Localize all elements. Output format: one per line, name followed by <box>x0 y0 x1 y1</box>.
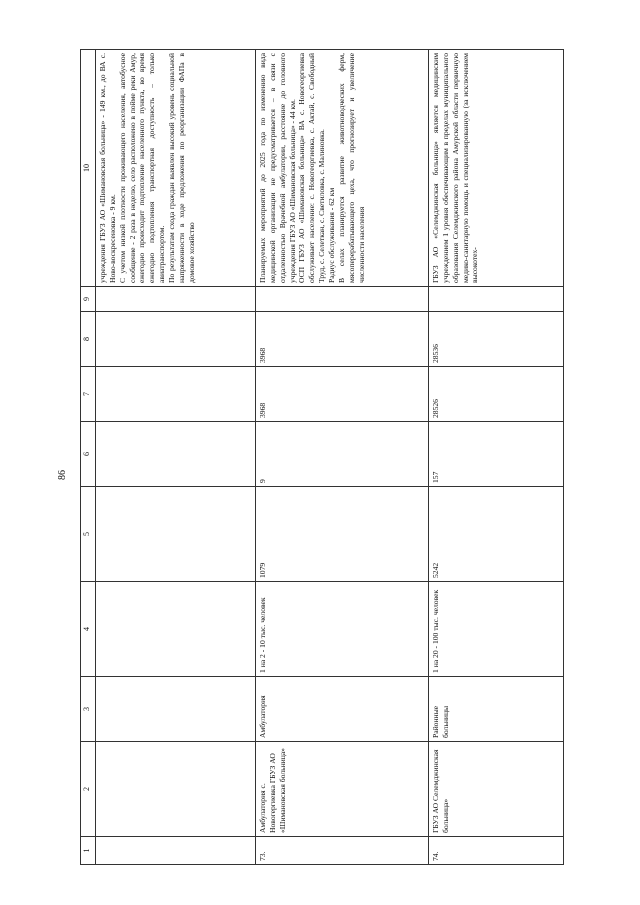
page-number: 86 <box>57 470 68 480</box>
col-header-3: 3 <box>81 677 96 742</box>
col-header-9: 9 <box>81 287 96 312</box>
cell-col7: 3968 <box>256 367 429 422</box>
header-row <box>81 50 96 865</box>
col-header-7: 7 <box>81 367 96 422</box>
cell-col9 <box>256 287 429 312</box>
note-paragraph: ОСП ГБУЗ АО «Шимановская больница» ВА с. Новогеоргиевка обслуживает население: с. Новогеоргиевка, с. Актай, с. Свободный Труд, с. Селеткан, с. Светиловка, с. Малиновка. <box>297 53 327 283</box>
note-paragraph: ГБУЗ АО «Селемджинская больница» является медицинским учреждением 1 уровня обеспечивающим в пределах муниципального образования Селемджинского района Амурской области первичную медико-санитарную помощь и специализированную (за исключением высокотех- <box>431 53 480 283</box>
table-row-continuation <box>96 50 256 865</box>
cell-num: 73. <box>256 837 429 865</box>
cell-name: ГБУЗ АО Селемджинская больница» <box>429 742 564 837</box>
cell-col6 <box>96 422 256 487</box>
cell-col5: 1079 <box>256 487 429 582</box>
cell-name <box>96 742 256 837</box>
col-header-8: 8 <box>81 312 96 367</box>
cell-note <box>256 50 429 287</box>
cell-note <box>429 50 564 287</box>
cell-col8: 3968 <box>256 312 429 367</box>
note-paragraph: учреждения ГБУЗ АО «Шимановская больница» - 149 км., до ВА с. Ново-воскресеновка - 9 км. <box>98 53 117 283</box>
cell-type: Амбулатория <box>256 677 429 742</box>
table-row-74 <box>429 50 564 865</box>
col-header-10: 10 <box>81 50 96 287</box>
cell-type <box>96 677 256 742</box>
cell-name: Амбулатория с. Новогергиевка ГБУЗ АО «Шимановская больница» <box>256 742 429 837</box>
cell-note <box>96 50 256 287</box>
cell-col7: 28526 <box>429 367 564 422</box>
cell-col8 <box>96 312 256 367</box>
cell-capacity <box>96 582 256 677</box>
table-row-73 <box>256 50 429 865</box>
col-header-1: 1 <box>81 837 96 865</box>
col-header-6: 6 <box>81 422 96 487</box>
cell-col6: 9 <box>256 422 429 487</box>
col-header-4: 4 <box>81 582 96 677</box>
note-paragraph: Радиус обслуживания - 62 км <box>327 187 337 283</box>
note-paragraph: По результатам схода граждан выявлен высокий уровень социальной напряженности в ходе предложения по реорганизации ФАПа в домовое хозяйство <box>167 53 196 283</box>
cell-capacity: 1 на 20 - 100 тыс. человек <box>429 582 564 677</box>
cell-col9 <box>96 287 256 312</box>
facilities-table <box>80 49 564 865</box>
cell-col9 <box>429 287 564 312</box>
cell-num: 74. <box>429 837 564 865</box>
cell-col6: 157 <box>429 422 564 487</box>
note-paragraph: С учетом низкой плотности проживающего населения, автобусное сообщение - 2 раза в неделю, село расположено в пойме реки Амур, ежегодно происходит подтопление населенного пункта, во время ежегодно подтопления транспортная доступность – только авиатранспортом. <box>117 53 167 283</box>
cell-col5 <box>96 487 256 582</box>
note-paragraph: В селах планируется развитие животноводческих ферм, мясоперерабатывающего цеха, что прогнозирует и увеличение численности населения <box>336 53 366 283</box>
cell-col7 <box>96 367 256 422</box>
cell-col8: 28536 <box>429 312 564 367</box>
cell-type: Районные больницы <box>429 677 564 742</box>
table-page <box>80 50 565 865</box>
col-header-2: 2 <box>81 742 96 837</box>
cell-num <box>96 837 256 865</box>
note-paragraph: Планируемых мероприятий до 2025 года по изменению вида медицинской организации не предусматривается – в связи с отдаленностью Врачебной амбулатории, расстояние до головного учреждения ГБУЗ АО «Шимановская больница» - 44 км. <box>258 53 297 283</box>
cell-col5: 5242 <box>429 487 564 582</box>
cell-capacity: 1 на 2 - 10 тыс. человек <box>256 582 429 677</box>
col-header-5: 5 <box>81 487 96 582</box>
